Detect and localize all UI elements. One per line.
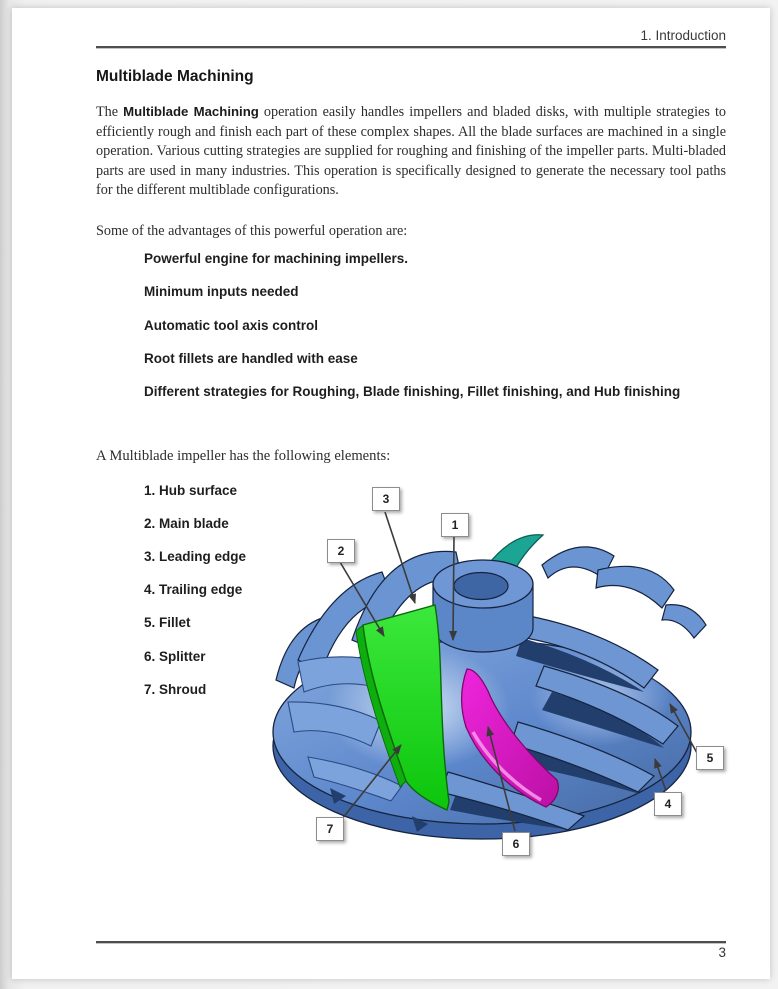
element-item: 1. Hub surface	[144, 483, 238, 498]
intro-post: operation easily handles impellers and bladed disks, with multiple strategies to efficiently rough and finish each part of these complex shapes. All the blade surfaces are machined in a single operation. Various cutting strategies are supplied for roughing and finishing of the impeller parts. Multi-bladed parts are used in many industries. This operation is specifically designed to generate the necessary tool paths for the different multiblade configurations.	[96, 104, 726, 198]
advantage-item: Powerful engine for machining impellers.	[144, 251, 409, 266]
header-rule	[96, 46, 726, 49]
element-item: 4. Trailing edge	[144, 582, 243, 597]
callout-box-1: 1	[441, 513, 469, 537]
callout-box-3: 3	[372, 487, 400, 511]
advantages-lead: Some of the advantages of this powerful operation are:	[96, 223, 408, 239]
element-item: 5. Fillet	[144, 615, 191, 630]
advantage-item: Different strategies for Roughing, Blade finishing, Fillet finishing, and Hub finishing	[144, 384, 681, 399]
document-page	[12, 8, 770, 979]
callout-box-7: 7	[316, 817, 344, 841]
advantage-item: Automatic tool axis control	[144, 318, 319, 333]
footer-rule	[96, 941, 726, 944]
callout-arrow-1	[453, 536, 454, 640]
callout-box-5: 5	[696, 746, 724, 770]
callout-box-4: 4	[654, 792, 682, 816]
element-item: 6. Splitter	[144, 649, 206, 664]
impeller-figure	[270, 470, 740, 890]
header-section-label: 1. Introduction	[640, 28, 726, 43]
hub	[433, 560, 533, 652]
callout-box-2: 2	[327, 539, 355, 563]
advantage-item: Root fillets are handled with ease	[144, 351, 358, 366]
intro-bold-term: Multiblade Machining	[123, 104, 259, 119]
elements-lead: A Multiblade impeller has the following elements:	[96, 448, 391, 464]
element-item: 7. Shroud	[144, 682, 207, 697]
page-title: Multiblade Machining	[96, 68, 254, 85]
callout-box-6: 6	[502, 832, 530, 856]
intro-pre: The	[96, 104, 124, 120]
element-item: 3. Leading edge	[144, 549, 247, 564]
advantage-item: Minimum inputs needed	[144, 284, 299, 299]
intro-paragraph	[96, 102, 726, 201]
element-item: 2. Main blade	[144, 516, 229, 531]
page-number: 3	[718, 945, 726, 960]
